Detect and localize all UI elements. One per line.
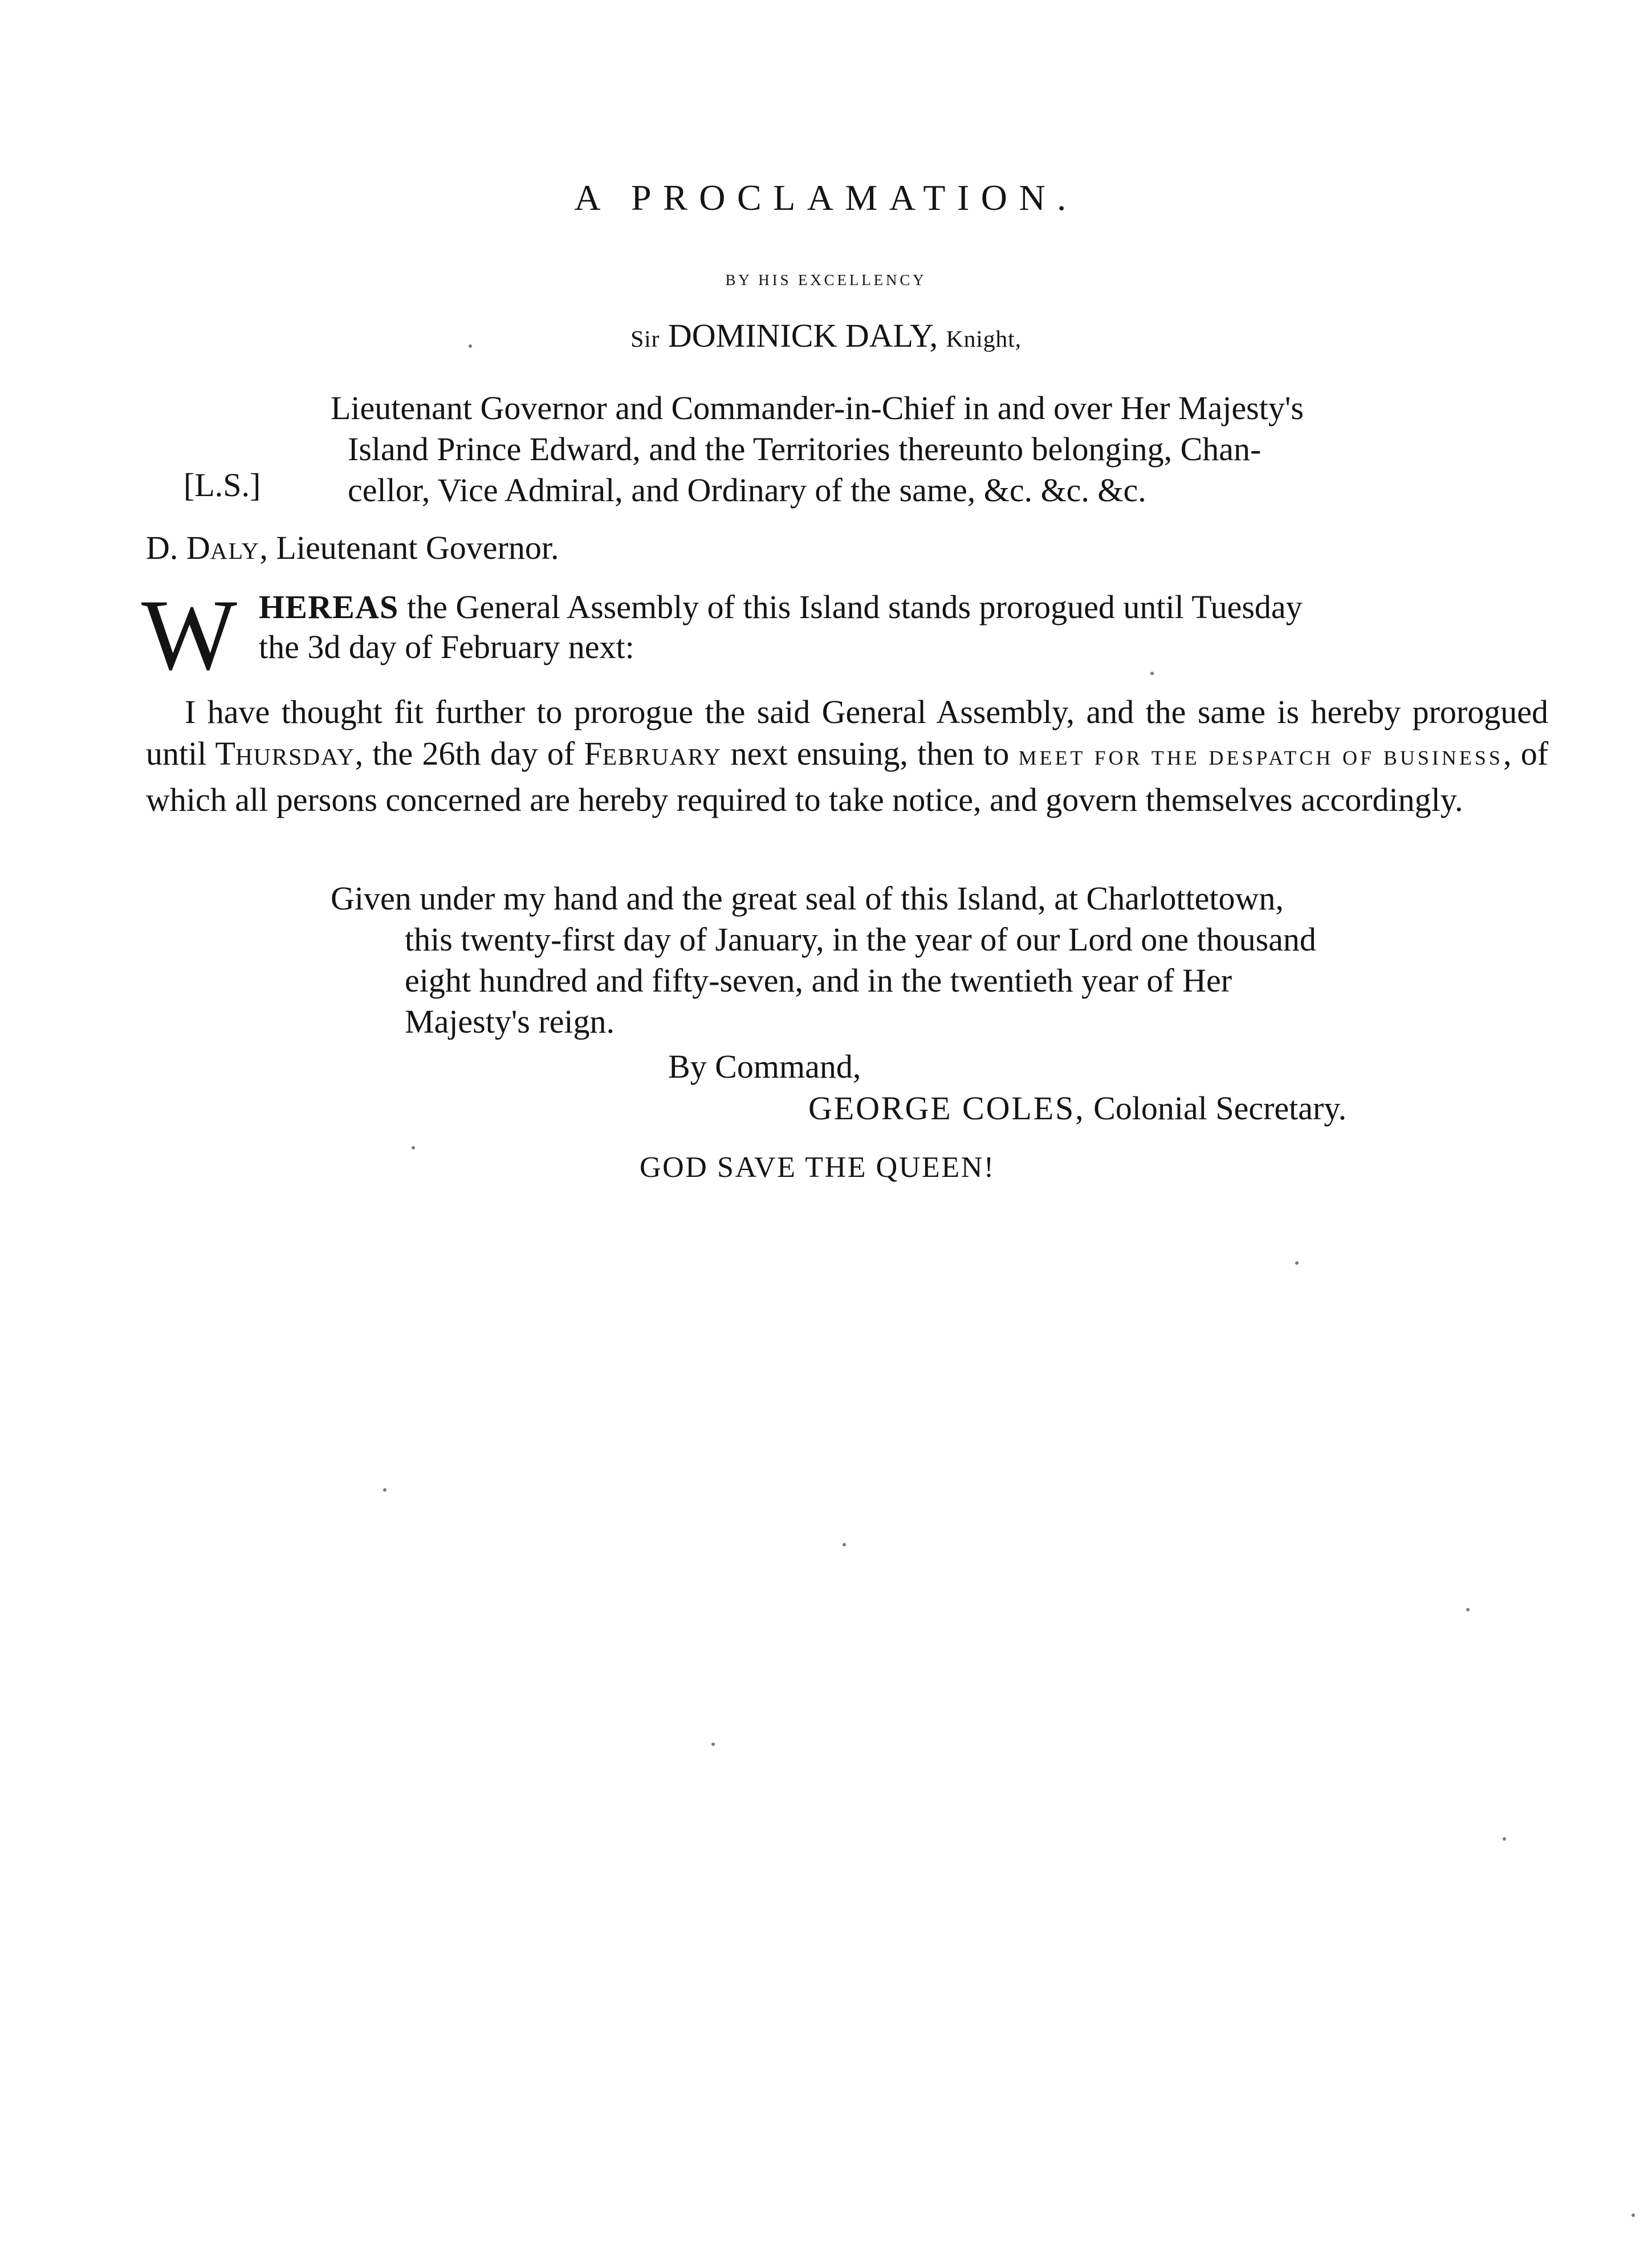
governor-titles-line: Island Prince Edward, and the Territories thereunto belonging, Chan- [348, 430, 1262, 468]
body-text: , the 26th day of [355, 735, 584, 772]
governor-rank: Knight, [946, 326, 1022, 352]
signature-initial: D. D [146, 529, 210, 566]
meet-for-business: MEET FOR THE DESPATCH OF BUSINESS [1018, 746, 1503, 769]
governor-prefix: Sir [630, 326, 660, 352]
whereas-clause [259, 587, 1303, 667]
whereas-line [259, 587, 1303, 627]
signature-rest: , Lieutenant Governor. [259, 529, 559, 566]
secretary-signature [808, 1092, 1346, 1125]
print-speck [1503, 1837, 1506, 1841]
given-line: Majesty's reign. [405, 1003, 615, 1040]
secretary-name: GEORGE COLES, [808, 1090, 1085, 1127]
given-line: this twenty-first day of January, in the year of our Lord one thousand [405, 921, 1316, 958]
governor-titles-line: cellor, Vice Admiral, and Ordinary of the same, &c. &c. &c. [348, 472, 1146, 509]
given-under-clause [331, 878, 1316, 1042]
print-speck [469, 344, 472, 348]
given-line: eight hundred and fifty-seven, and in the twentieth year of Her [405, 962, 1232, 999]
prorogation-paragraph [146, 691, 1548, 821]
print-speck [1631, 2214, 1635, 2217]
seal-mark: [L.S.] [184, 466, 261, 503]
drop-cap: W [141, 578, 238, 691]
signature-smallcaps: ALY [210, 538, 260, 564]
body-text: I have thought fit further to prorogue the said General Assembly, and the same is hereby prorogued until [146, 693, 1548, 772]
february-smallcaps: EBRUARY [602, 744, 722, 770]
governor-titles [331, 388, 1304, 511]
body-text: next ensuing, then to [721, 735, 1019, 772]
governor-titles-line: Lieutenant Governor and Commander-in-Chief in and over Her Majesty's [331, 389, 1304, 427]
thursday-cap: T [215, 735, 235, 772]
print-speck [1295, 1261, 1299, 1265]
whereas-line: the 3d day of February next: [259, 628, 634, 665]
signature-line [146, 531, 559, 564]
body-text: , of which all persons concerned are hereby required to take notice, and govern themselves accordingly. [146, 735, 1549, 818]
print-speck [843, 1543, 846, 1546]
governor-name-line [0, 319, 1652, 352]
february-cap: F [584, 735, 603, 772]
secretary-title: Colonial Secretary. [1085, 1090, 1347, 1127]
print-speck [1150, 672, 1154, 675]
proclamation-title: A PROCLAMATION. [574, 177, 1078, 218]
whereas-line-rest: the General Assembly of this Island stands prorogued until Tuesday [398, 588, 1303, 626]
thursday-smallcaps: HURSDAY [235, 744, 355, 770]
by-command: By Command, [668, 1048, 861, 1085]
print-speck [412, 1146, 415, 1150]
byline: BY HIS EXCELLENCY [725, 271, 927, 289]
print-speck [711, 1743, 715, 1746]
whereas-lead: HEREAS [259, 588, 399, 626]
given-line: Given under my hand and the great seal of this Island, at Charlottetown, [331, 880, 1284, 917]
print-speck [383, 1488, 386, 1492]
print-speck [1466, 1608, 1470, 1611]
closing-line: GOD SAVE THE QUEEN! [640, 1151, 995, 1184]
governor-name: DOMINICK DALY, [668, 317, 938, 354]
